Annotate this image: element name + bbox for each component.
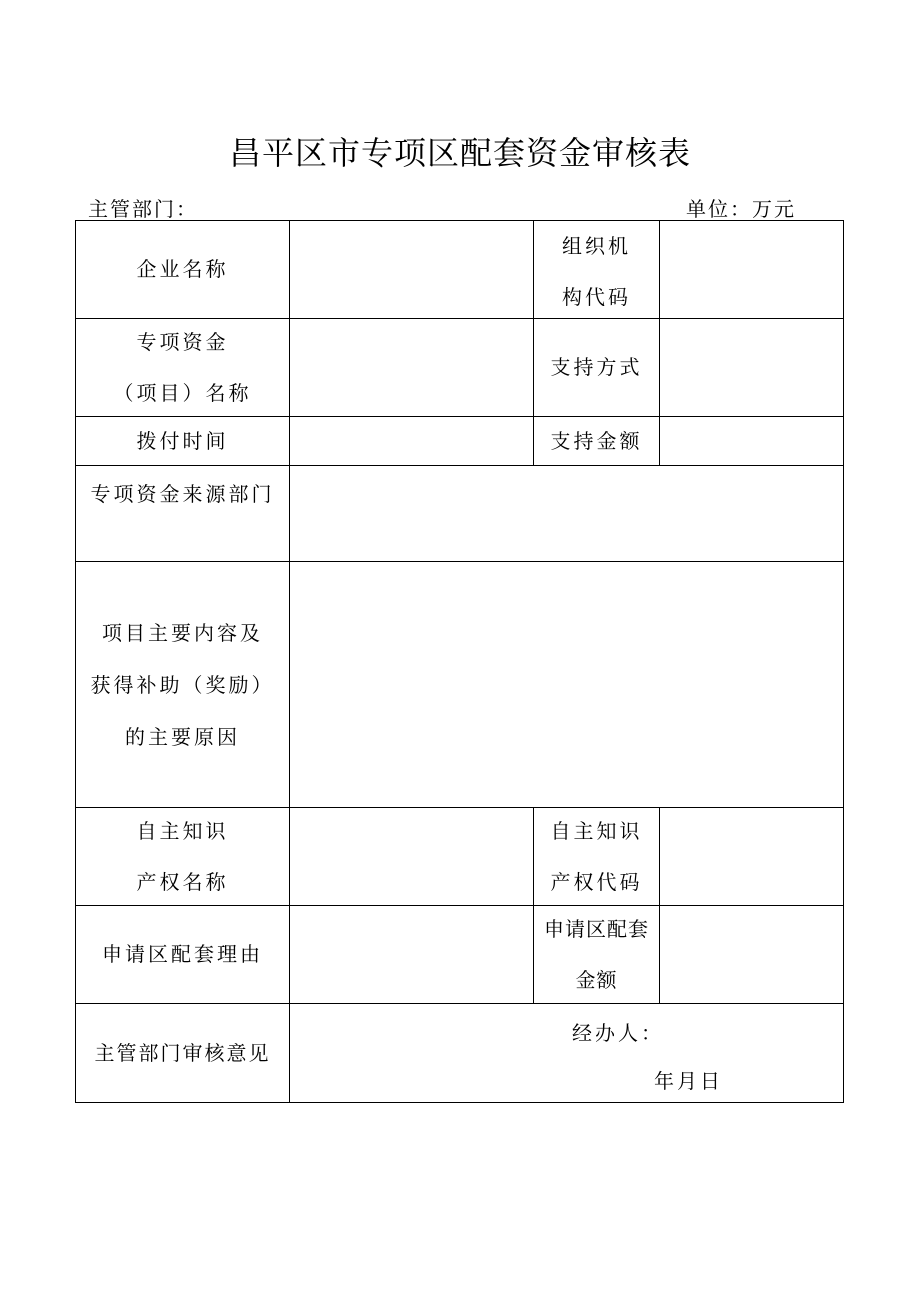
company-name-text: 企业名称 xyxy=(136,257,229,281)
support-amount-label xyxy=(533,416,660,466)
company-name-label xyxy=(75,220,290,319)
apply-reason-field[interactable] xyxy=(289,905,534,1004)
page-title: 昌平区市专项区配套资金审核表 xyxy=(228,134,691,172)
date-label: 年月日 xyxy=(654,1069,723,1093)
support-method-field[interactable] xyxy=(659,318,844,417)
org-code-line1: 组织机 xyxy=(562,234,631,258)
fund-source-dept-field[interactable] xyxy=(289,465,844,562)
ip-name-line1: 自主知识 xyxy=(136,818,229,843)
fund-source-dept-text: 专项资金来源部门 xyxy=(90,482,275,506)
payment-time-label xyxy=(75,416,290,466)
fund-source-dept-label xyxy=(75,465,290,562)
payment-time-field[interactable] xyxy=(289,416,534,466)
support-method-label xyxy=(533,318,660,417)
apply-amount-line2: 金额 xyxy=(575,967,618,992)
org-code-field[interactable] xyxy=(659,220,844,319)
apply-reason-text: 申请区配套理由 xyxy=(102,942,263,966)
ip-code-line2: 产权代码 xyxy=(550,869,643,894)
ip-code-field[interactable] xyxy=(659,807,844,906)
apply-reason-label xyxy=(75,905,290,1004)
org-code-line2: 构代码 xyxy=(562,285,631,309)
ip-name-label xyxy=(75,807,290,906)
review-opinion-label xyxy=(75,1003,290,1103)
ip-name-line2: 产权名称 xyxy=(136,869,229,894)
content-line3: 的主要原因 xyxy=(125,724,240,749)
handler-label: 经办人： xyxy=(572,1021,664,1045)
fund-name-label xyxy=(75,318,290,417)
review-opinion-text: 主管部门审核意见 xyxy=(94,1040,271,1065)
project-content-field[interactable] xyxy=(289,561,844,808)
fund-name-line1: 专项资金 xyxy=(136,329,229,354)
company-name-field[interactable] xyxy=(289,220,534,319)
ip-name-field[interactable] xyxy=(289,807,534,906)
review-form-table xyxy=(75,220,844,1103)
content-line2: 获得补助（奖励） xyxy=(90,672,275,697)
ip-code-line1: 自主知识 xyxy=(550,818,643,843)
support-amount-field[interactable] xyxy=(659,416,844,466)
fund-name-line2: （项目）名称 xyxy=(113,380,252,405)
content-line1: 项目主要内容及 xyxy=(102,620,263,645)
support-amount-text: 支持金额 xyxy=(550,428,643,453)
apply-amount-field[interactable] xyxy=(659,905,844,1004)
support-method-text: 支持方式 xyxy=(550,355,643,379)
department-label: 主管部门： xyxy=(88,197,198,221)
unit-label: 单位：万元 xyxy=(686,197,796,221)
project-content-label xyxy=(75,561,290,808)
payment-time-text: 拨付时间 xyxy=(136,428,229,453)
apply-amount-line1: 申请区配套 xyxy=(544,916,649,941)
org-code-label xyxy=(533,220,660,319)
fund-name-field[interactable] xyxy=(289,318,534,417)
review-opinion-field[interactable] xyxy=(289,1003,844,1103)
apply-amount-label xyxy=(533,905,660,1004)
ip-code-label xyxy=(533,807,660,906)
